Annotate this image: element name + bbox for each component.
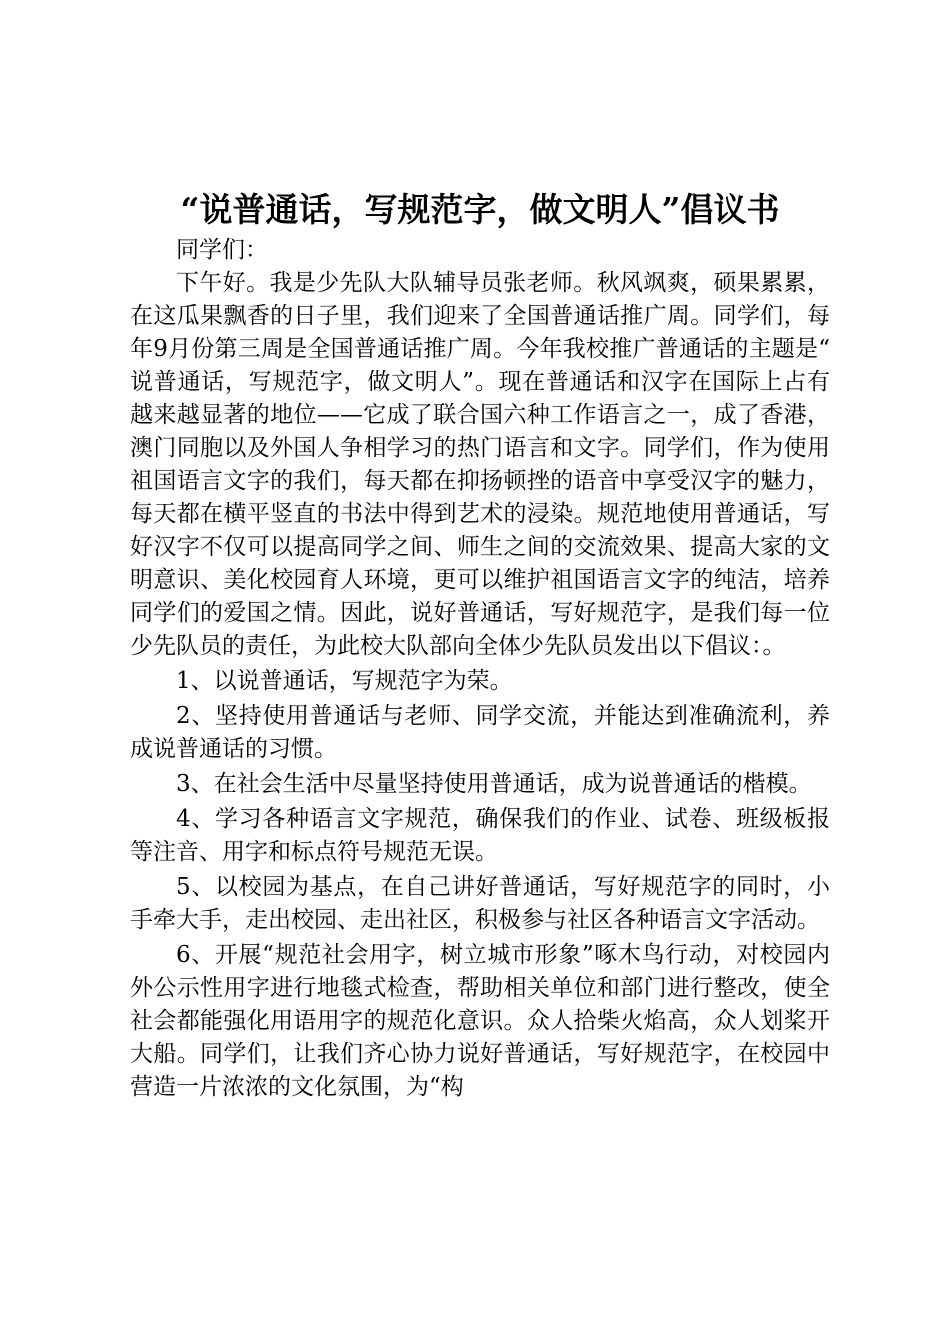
intro-paragraph: 下午好。我是少先队大队辅导员张老师。秋风飒爽，硕果累累，在这瓜果飘香的日子里，我们迎来了全国普通话推广周。同学们，每年9月份第三周是全国普通话推广周。今年我校推广普通话的主题是“说普通话，写规范字，做文明人”。现在普通话和汉字在国际上占有越来越显著的地位——它成了联合国六种工作语言之一，成了香港，澳门同胞以及外国人争相学习的热门语言和文字。同学们，作为使用祖国语言文字的我们，每天都在抑扬顿挫的语音中享受汉字的魅力，每天都在横平竖直的书法中得到艺术的浸染。规范地使用普通话，写好汉字不仅可以提高同学之间、师生之间的交流效果、提高大家的文明意识、美化校园育人环境，更可以维护祖国语言文字的纯洁，培养同学们的爱国之情。因此，说好普通话，写好规范字，是我们每一位少先队员的责任，为此校大队部向全体少先队员发出以下倡议：。	[130, 270, 830, 659]
document-title: “说普通话，写规范字，做文明人”倡议书	[180, 190, 780, 229]
salutation: 同学们：	[176, 237, 268, 263]
document-page	[130, 188, 830, 1104]
proposal-item-1: 1、以说普通话，写规范字为荣。	[176, 668, 513, 694]
proposal-item-4: 4、学习各种语言文字规范，确保我们的作业、试卷、班级板报等注音、用字和标点符号规范无误。	[130, 806, 830, 865]
proposal-item-3: 3、在社会生活中尽量坚持使用普通话，成为说普通话的楷模。	[176, 771, 812, 797]
proposal-item-6: 6、开展“规范社会用字，树立城市形象”啄木鸟行动，对校园内外公示性用字进行地毯式检查，帮助相关单位和部门进行整改，使全社会都能强化用语用字的规范化意识。众人拾柴火焰高，众人划桨开大船。同学们，让我们齐心协力说好普通话，写好规范字，在校园中营造一片浓浓的文化氛围，为“构	[130, 942, 830, 1100]
proposal-item-5: 5、以校园为基点，在自己讲好普通话，写好规范字的同时，小手牵大手，走出校园、走出社区，积极参与社区各种语言文字活动。	[130, 874, 830, 933]
proposal-item-2: 2、坚持使用普通话与老师、同学交流，并能达到准确流利，养成说普通话的习惯。	[130, 703, 830, 762]
